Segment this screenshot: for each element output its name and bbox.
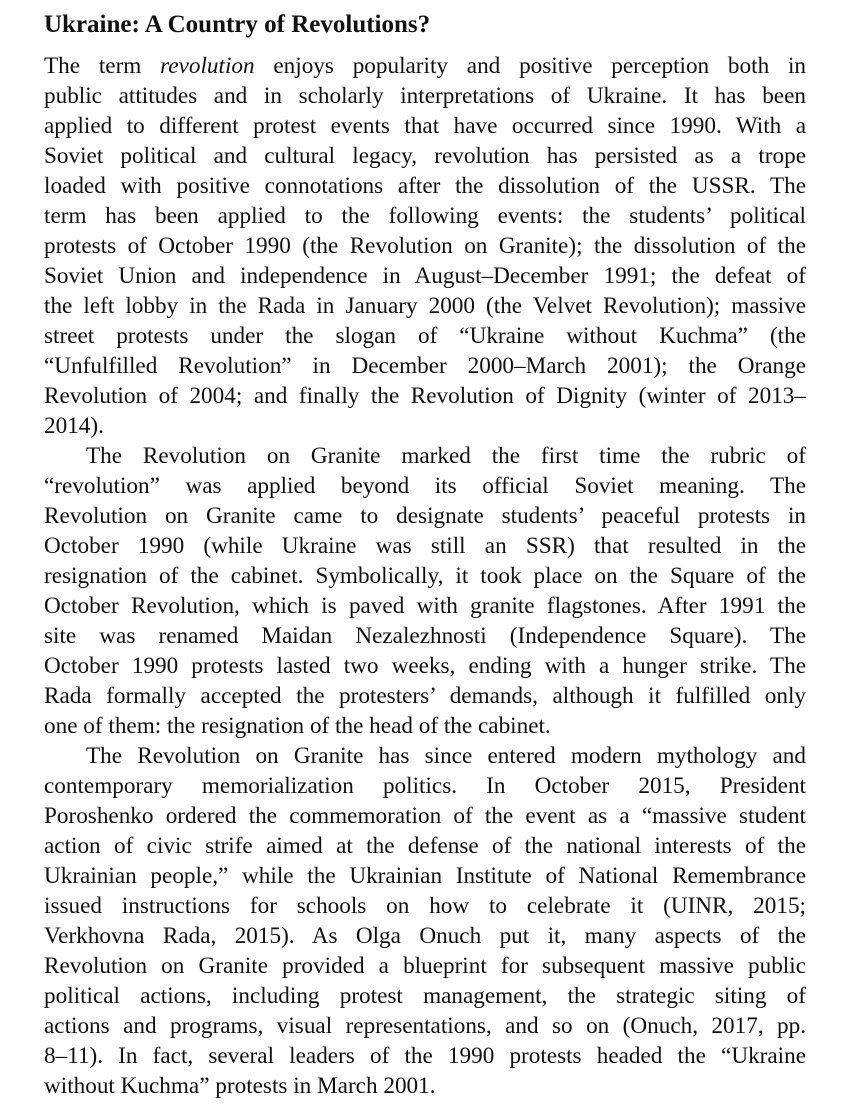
text-line — [44, 891, 806, 921]
line-text: 8–11). In fact, several leaders of the 1990 protests headed the “Ukraine — [44, 1043, 806, 1069]
italic-term: revolution — [160, 53, 255, 79]
line-text: without Kuchma” protests in March 2001. — [44, 1073, 436, 1099]
text-line — [44, 291, 806, 321]
text-line — [44, 51, 806, 81]
text-line — [44, 1071, 806, 1101]
text-line — [44, 471, 806, 501]
paragraph — [44, 51, 806, 441]
text-line — [44, 381, 806, 411]
text-line — [44, 201, 806, 231]
section-title: Ukraine: A Country of Revolutions? — [44, 11, 431, 38]
text-line — [44, 441, 806, 471]
line-text: October 1990 (while Ukraine was still an SSR) that resulted in the — [44, 533, 806, 559]
paragraph — [44, 741, 806, 1101]
text-line — [44, 771, 806, 801]
line-text: Poroshenko ordered the commemoration of the event as a “massive student — [44, 803, 806, 829]
body-text — [44, 51, 806, 1101]
line-text: Revolution of 2004; and finally the Revolution of Dignity (winter of 2013– — [44, 383, 806, 409]
text-line — [44, 171, 806, 201]
text-line — [44, 531, 806, 561]
text-line — [44, 621, 806, 651]
line-text: term has been applied to the following events: the students’ political — [44, 203, 806, 229]
text-line — [44, 711, 806, 741]
text-line — [44, 591, 806, 621]
line-text: action of civic strife aimed at the defense of the national interests of the — [44, 833, 806, 859]
line-text: resignation of the cabinet. Symbolically, it took place on the Square of the — [44, 563, 806, 589]
text-line — [44, 501, 806, 531]
line-text: October 1990 protests lasted two weeks, ending with a hunger strike. The — [44, 653, 806, 679]
paragraph — [44, 441, 806, 741]
line-text: actions and programs, visual representations, and so on (Onuch, 2017, pp. — [44, 1013, 806, 1039]
line-text: public attitudes and in scholarly interpretations of Ukraine. It has been — [44, 83, 806, 109]
line-text: Rada formally accepted the protesters’ demands, although it fulfilled only — [44, 683, 806, 709]
line-text: the left lobby in the Rada in January 2000 (the Velvet Revolution); massive — [44, 293, 806, 319]
text-line — [44, 111, 806, 141]
line-text: October Revolution, which is paved with granite flagstones. After 1991 the — [44, 593, 806, 619]
line-text: political actions, including protest management, the strategic siting of — [44, 983, 806, 1009]
line-text: issued instructions for schools on how to celebrate it (UINR, 2015; — [44, 893, 806, 919]
text-line — [44, 801, 806, 831]
line-text: contemporary memorialization politics. In October 2015, President — [44, 773, 806, 799]
text-line — [44, 141, 806, 171]
line-text: The Revolution on Granite has since entered modern mythology and — [86, 743, 806, 769]
text-line — [44, 561, 806, 591]
text-line — [44, 951, 806, 981]
line-text: The Revolution on Granite marked the first time the rubric of — [86, 443, 806, 469]
text-line — [44, 981, 806, 1011]
text-line — [44, 741, 806, 771]
text-line — [44, 1011, 806, 1041]
line-text: 2014). — [44, 413, 104, 439]
text-line — [44, 831, 806, 861]
text-line — [44, 321, 806, 351]
line-text: “Unfulfilled Revolution” in December 2000–March 2001); the Orange — [44, 353, 806, 379]
line-text: protests of October 1990 (the Revolution on Granite); the dissolution of the — [44, 233, 806, 259]
text-line — [44, 921, 806, 951]
text-line — [44, 651, 806, 681]
line-text — [44, 53, 806, 79]
line-text: Revolution on Granite provided a blueprint for subsequent massive public — [44, 953, 806, 979]
line-text: Verkhovna Rada, 2015). As Olga Onuch put it, many aspects of the — [44, 923, 806, 949]
text-line — [44, 861, 806, 891]
text-line — [44, 261, 806, 291]
text-line — [44, 231, 806, 261]
line-text: one of them: the resignation of the head of the cabinet. — [44, 713, 551, 739]
line-text-part: The term — [44, 53, 161, 79]
line-text-part: enjoys popularity and positive perception both in — [254, 53, 806, 79]
text-line — [44, 81, 806, 111]
text-line — [44, 411, 806, 441]
line-text: loaded with positive connotations after the dissolution of the USSR. The — [44, 173, 806, 199]
text-line — [44, 681, 806, 711]
line-text: Soviet Union and independence in August–December 1991; the defeat of — [44, 263, 806, 289]
line-text: “revolution” was applied beyond its official Soviet meaning. The — [44, 473, 806, 499]
line-text: applied to different protest events that have occurred since 1990. With a — [44, 113, 806, 139]
text-line — [44, 351, 806, 381]
line-text: Ukrainian people,” while the Ukrainian Institute of National Remembrance — [44, 863, 806, 889]
line-text: Soviet political and cultural legacy, revolution has persisted as a trope — [44, 143, 806, 169]
line-text: street protests under the slogan of “Ukraine without Kuchma” (the — [44, 323, 806, 349]
text-line — [44, 1041, 806, 1071]
line-text: site was renamed Maidan Nezalezhnosti (Independence Square). The — [44, 623, 806, 649]
line-text: Revolution on Granite came to designate students’ peaceful protests in — [44, 503, 806, 529]
